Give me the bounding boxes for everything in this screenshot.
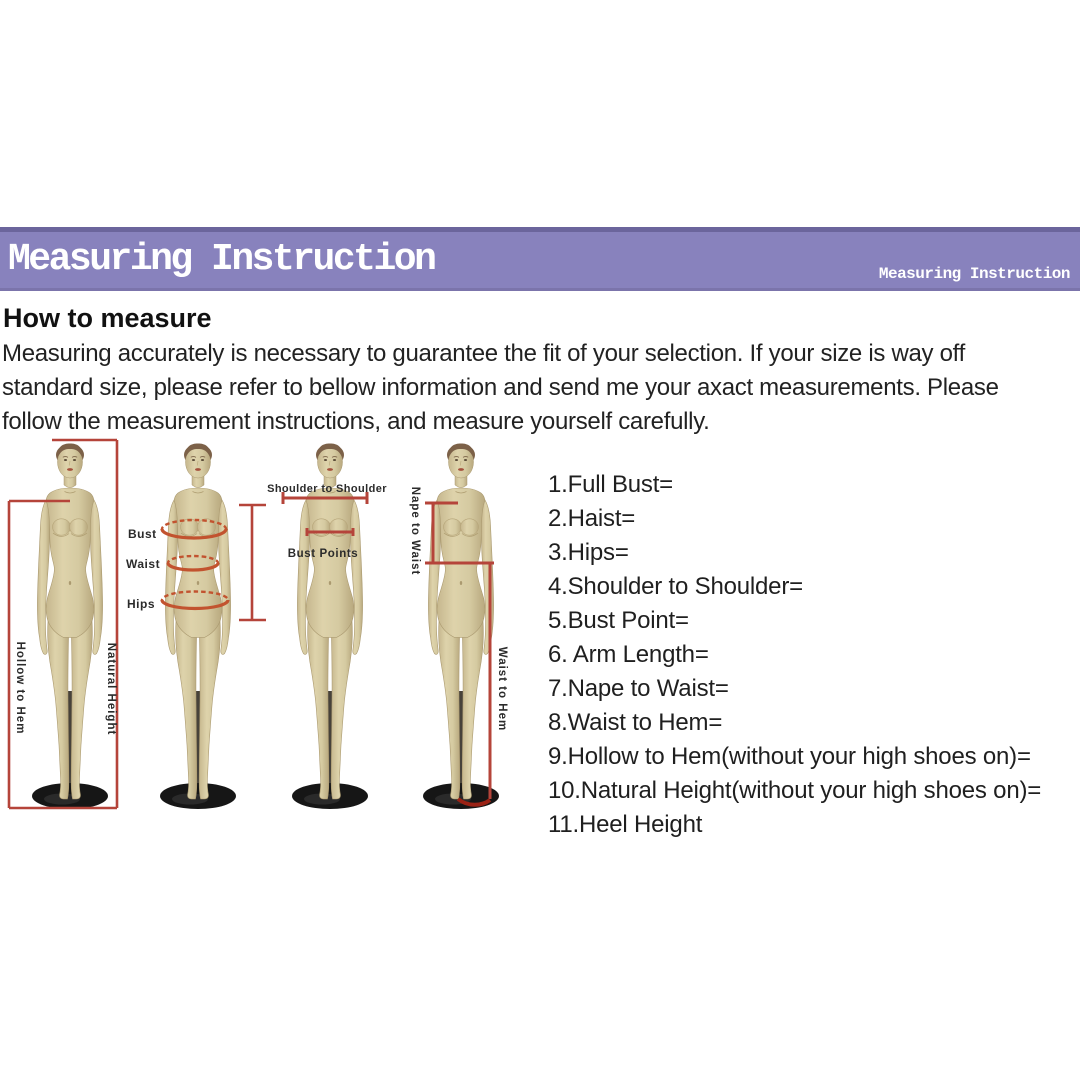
measurement-item-8: 8.Waist to Hem= xyxy=(548,709,723,736)
measurement-item-2: 2.Haist= xyxy=(548,505,636,532)
waist-label: Waist xyxy=(126,557,161,571)
nape-to-waist-label: Nape to Waist xyxy=(409,486,421,576)
mannequin-figure-3 xyxy=(265,441,395,813)
bust-label: Bust xyxy=(128,527,157,541)
measurement-item-3: 3.Hips= xyxy=(548,539,629,566)
intro-paragraph: Measuring accurately is necessary to guarantee the fit of your selection. If your size is way off standard size, please refer to bellow information and send me your axact measurements. Please follow the measurement instructions, and measure yourself carefully. xyxy=(2,340,999,435)
measurement-item-4: 4.Shoulder to Shoulder= xyxy=(548,573,803,600)
natural-height-label: Natural Height xyxy=(105,642,117,736)
mannequin-figure-4 xyxy=(396,441,526,813)
waist-to-hem-label: Waist to Hem xyxy=(496,646,508,732)
how-to-measure-heading: How to measure xyxy=(3,303,212,333)
banner-title-right: Measuring Instruction xyxy=(878,265,1070,283)
hips-label: Hips xyxy=(127,597,156,611)
bust-points-label: Bust Points xyxy=(287,548,359,560)
mannequin-figure-1 xyxy=(5,441,135,813)
measurement-item-1: 1.Full Bust= xyxy=(548,471,673,498)
measurement-item-11: 11.Heel Height xyxy=(548,811,703,838)
measurement-item-5: 5.Bust Point= xyxy=(548,607,689,634)
measurement-item-10: 10.Natural Height(without your high shoes on)= xyxy=(548,777,1042,804)
measurement-item-6: 6. Arm Length= xyxy=(548,641,709,668)
banner-title: Measuring Instruction xyxy=(8,238,435,281)
mannequin-figure-2 xyxy=(133,441,263,813)
measurement-item-9: 9.Hollow to Hem(without your high shoes on)= xyxy=(548,743,1031,770)
banner xyxy=(0,227,1080,291)
shoulder-to-shoulder-label: Shoulder to Shoulder xyxy=(267,483,387,495)
measurement-item-7: 7.Nape to Waist= xyxy=(548,675,729,702)
hollow-to-hem-label: Hollow to Hem xyxy=(14,641,26,735)
measurement-list xyxy=(548,468,1068,842)
